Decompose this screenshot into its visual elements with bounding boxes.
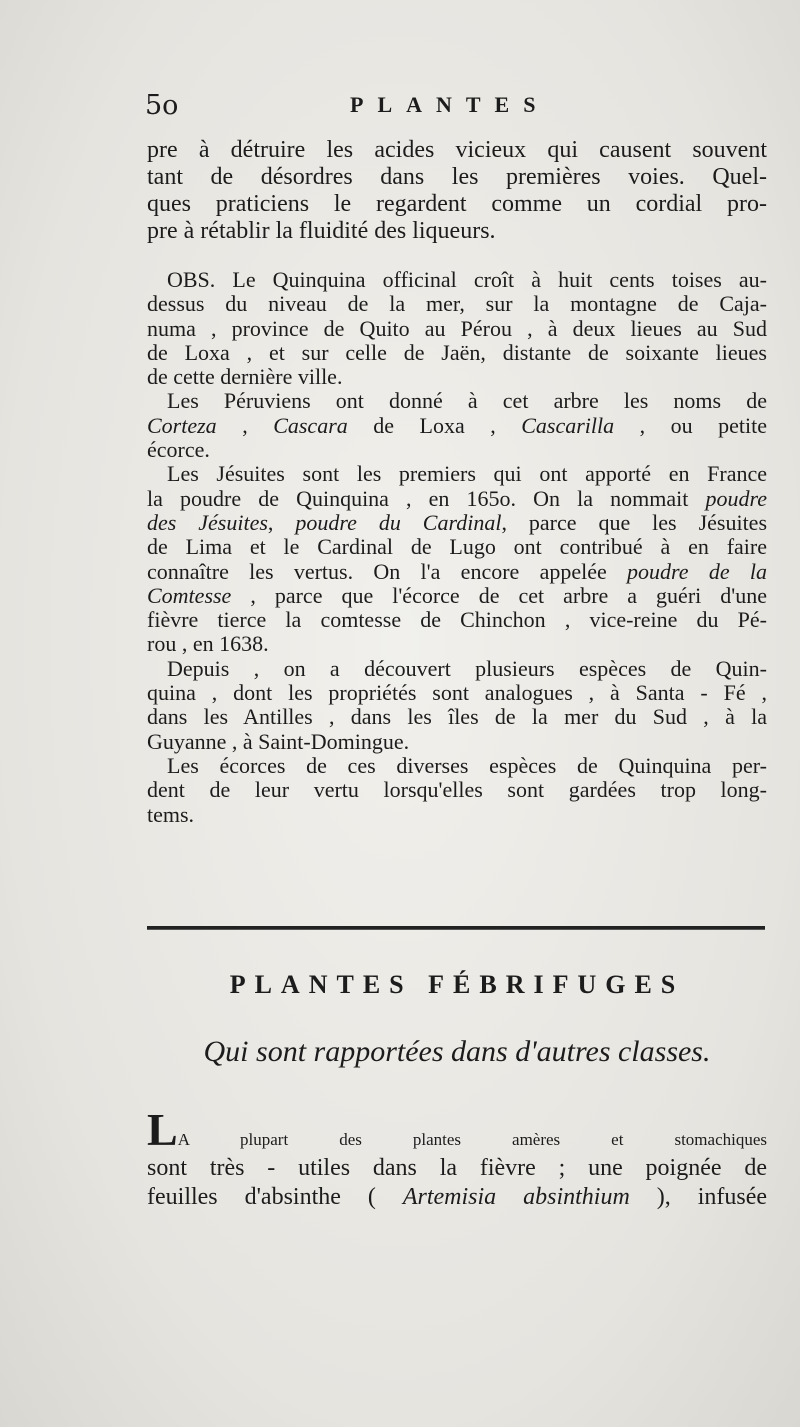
italic-term: poudre de la	[627, 558, 767, 584]
text-line: OBS. Le Quinquina officinal croît à huit cents toises au-	[167, 267, 767, 292]
text-line: tant de désordres dans les premières voies. Quel-	[147, 164, 767, 190]
text-line: ques praticiens le regardent comme un cordial pro-	[147, 191, 767, 217]
page-number: 5o	[145, 90, 179, 121]
text-fragment: connaître les vertus. On l'a encore appelée	[147, 558, 628, 584]
paragraph-obs	[147, 268, 767, 389]
italic-term: Cascara	[273, 412, 348, 438]
text-line: de Loxa , et sur celle de Jaën, distante de soixante lieues	[147, 339, 767, 365]
italic-term: poudre	[705, 485, 767, 511]
text-fragment: ,	[267, 509, 296, 535]
text-line: dessus du niveau de la mer, sur la montagne de Caja-	[147, 291, 767, 317]
italic-term: des Jésuites	[147, 509, 268, 535]
text-fragment: ,	[216, 412, 274, 438]
paragraph-jesuites	[147, 462, 767, 656]
text-line	[147, 414, 767, 438]
paragraph-ecorces	[147, 754, 767, 827]
text-line: Les Jésuites sont les premiers qui ont apporté en France	[167, 461, 767, 487]
text-line: sont très - utiles dans la fièvre ; une poignée de	[147, 1155, 767, 1181]
section-title: PLANTES FÉBRIFUGES	[229, 970, 685, 999]
section-divider	[147, 926, 765, 930]
italic-term: Comtesse	[147, 582, 232, 608]
text-line: tems.	[147, 801, 195, 827]
italic-term: Artemisia absinthium	[402, 1184, 630, 1210]
paragraph-depuis	[147, 657, 767, 754]
text-fragment: la poudre de Quinquina , en 165o. On la nommait	[147, 485, 706, 511]
text-line: écorce.	[147, 437, 210, 463]
text-line: numa , province de Quito au Pérou , à deux lieues au Sud	[147, 315, 767, 341]
section-subtitle: Qui sont rapportées dans d'autres classes.	[203, 1035, 711, 1068]
observations-block	[147, 268, 767, 827]
text-line: Depuis , on a découvert plusieurs espèces de Quin-	[167, 655, 767, 681]
text-line: Les écorces de ces diverses espèces de Quinquina per-	[167, 752, 767, 778]
drop-cap: L	[147, 1104, 178, 1155]
text-line	[147, 511, 767, 535]
paragraph-final	[147, 1104, 767, 1212]
text-line: Les Péruviens ont donné à cet arbre les noms de	[167, 388, 767, 414]
italic-term: poudre du Cardinal	[295, 509, 502, 535]
text-fragment: ), infusée	[629, 1184, 767, 1210]
text-line	[147, 1183, 767, 1212]
text-fragment: , parce que les Jésuites	[501, 509, 768, 535]
text-line: de Lima et le Cardinal de Lugo ont contribué à en faire	[147, 534, 767, 560]
text-line: dans les Antilles , dans les îles de la mer du Sud , à la	[147, 704, 767, 730]
text-fragment: de Loxa ,	[347, 412, 522, 438]
text-line: de cette dernière ville.	[147, 364, 343, 390]
text-fragment: , parce que l'écorce de cet arbre a guéri d'une	[231, 582, 767, 608]
text-line: pre à rétablir la fluidité des liqueurs.	[147, 218, 496, 244]
text-line	[147, 1104, 767, 1155]
italic-term: Cascarilla	[521, 412, 615, 438]
text-line: rou , en 1638.	[147, 631, 269, 657]
text-line: fièvre tierce la comtesse de Chinchon , vice-reine du Pé-	[147, 607, 767, 633]
paragraph-peruviens	[147, 389, 767, 462]
italic-term: Corteza	[147, 412, 217, 438]
text-line: Guyanne , à Saint-Domingue.	[147, 728, 410, 754]
paragraph-intro	[147, 137, 767, 245]
text-fragment: , ou petite	[614, 412, 767, 438]
text-line	[147, 584, 767, 608]
text-line	[147, 560, 767, 584]
text-fragment: A plupart des plantes amères et stomachiques	[177, 1130, 767, 1149]
running-head: PLANTES	[350, 92, 550, 117]
page-header	[145, 88, 765, 124]
text-line	[147, 487, 767, 511]
text-line: pre à détruire les acides vicieux qui causent souvent	[147, 137, 767, 163]
text-line: dent de leur vertu lorsqu'elles sont gardées trop long-	[147, 777, 767, 803]
text-fragment: feuilles d'absinthe (	[147, 1184, 403, 1210]
text-line: quina , dont les propriétés sont analogues , à Santa - Fé ,	[147, 680, 767, 706]
